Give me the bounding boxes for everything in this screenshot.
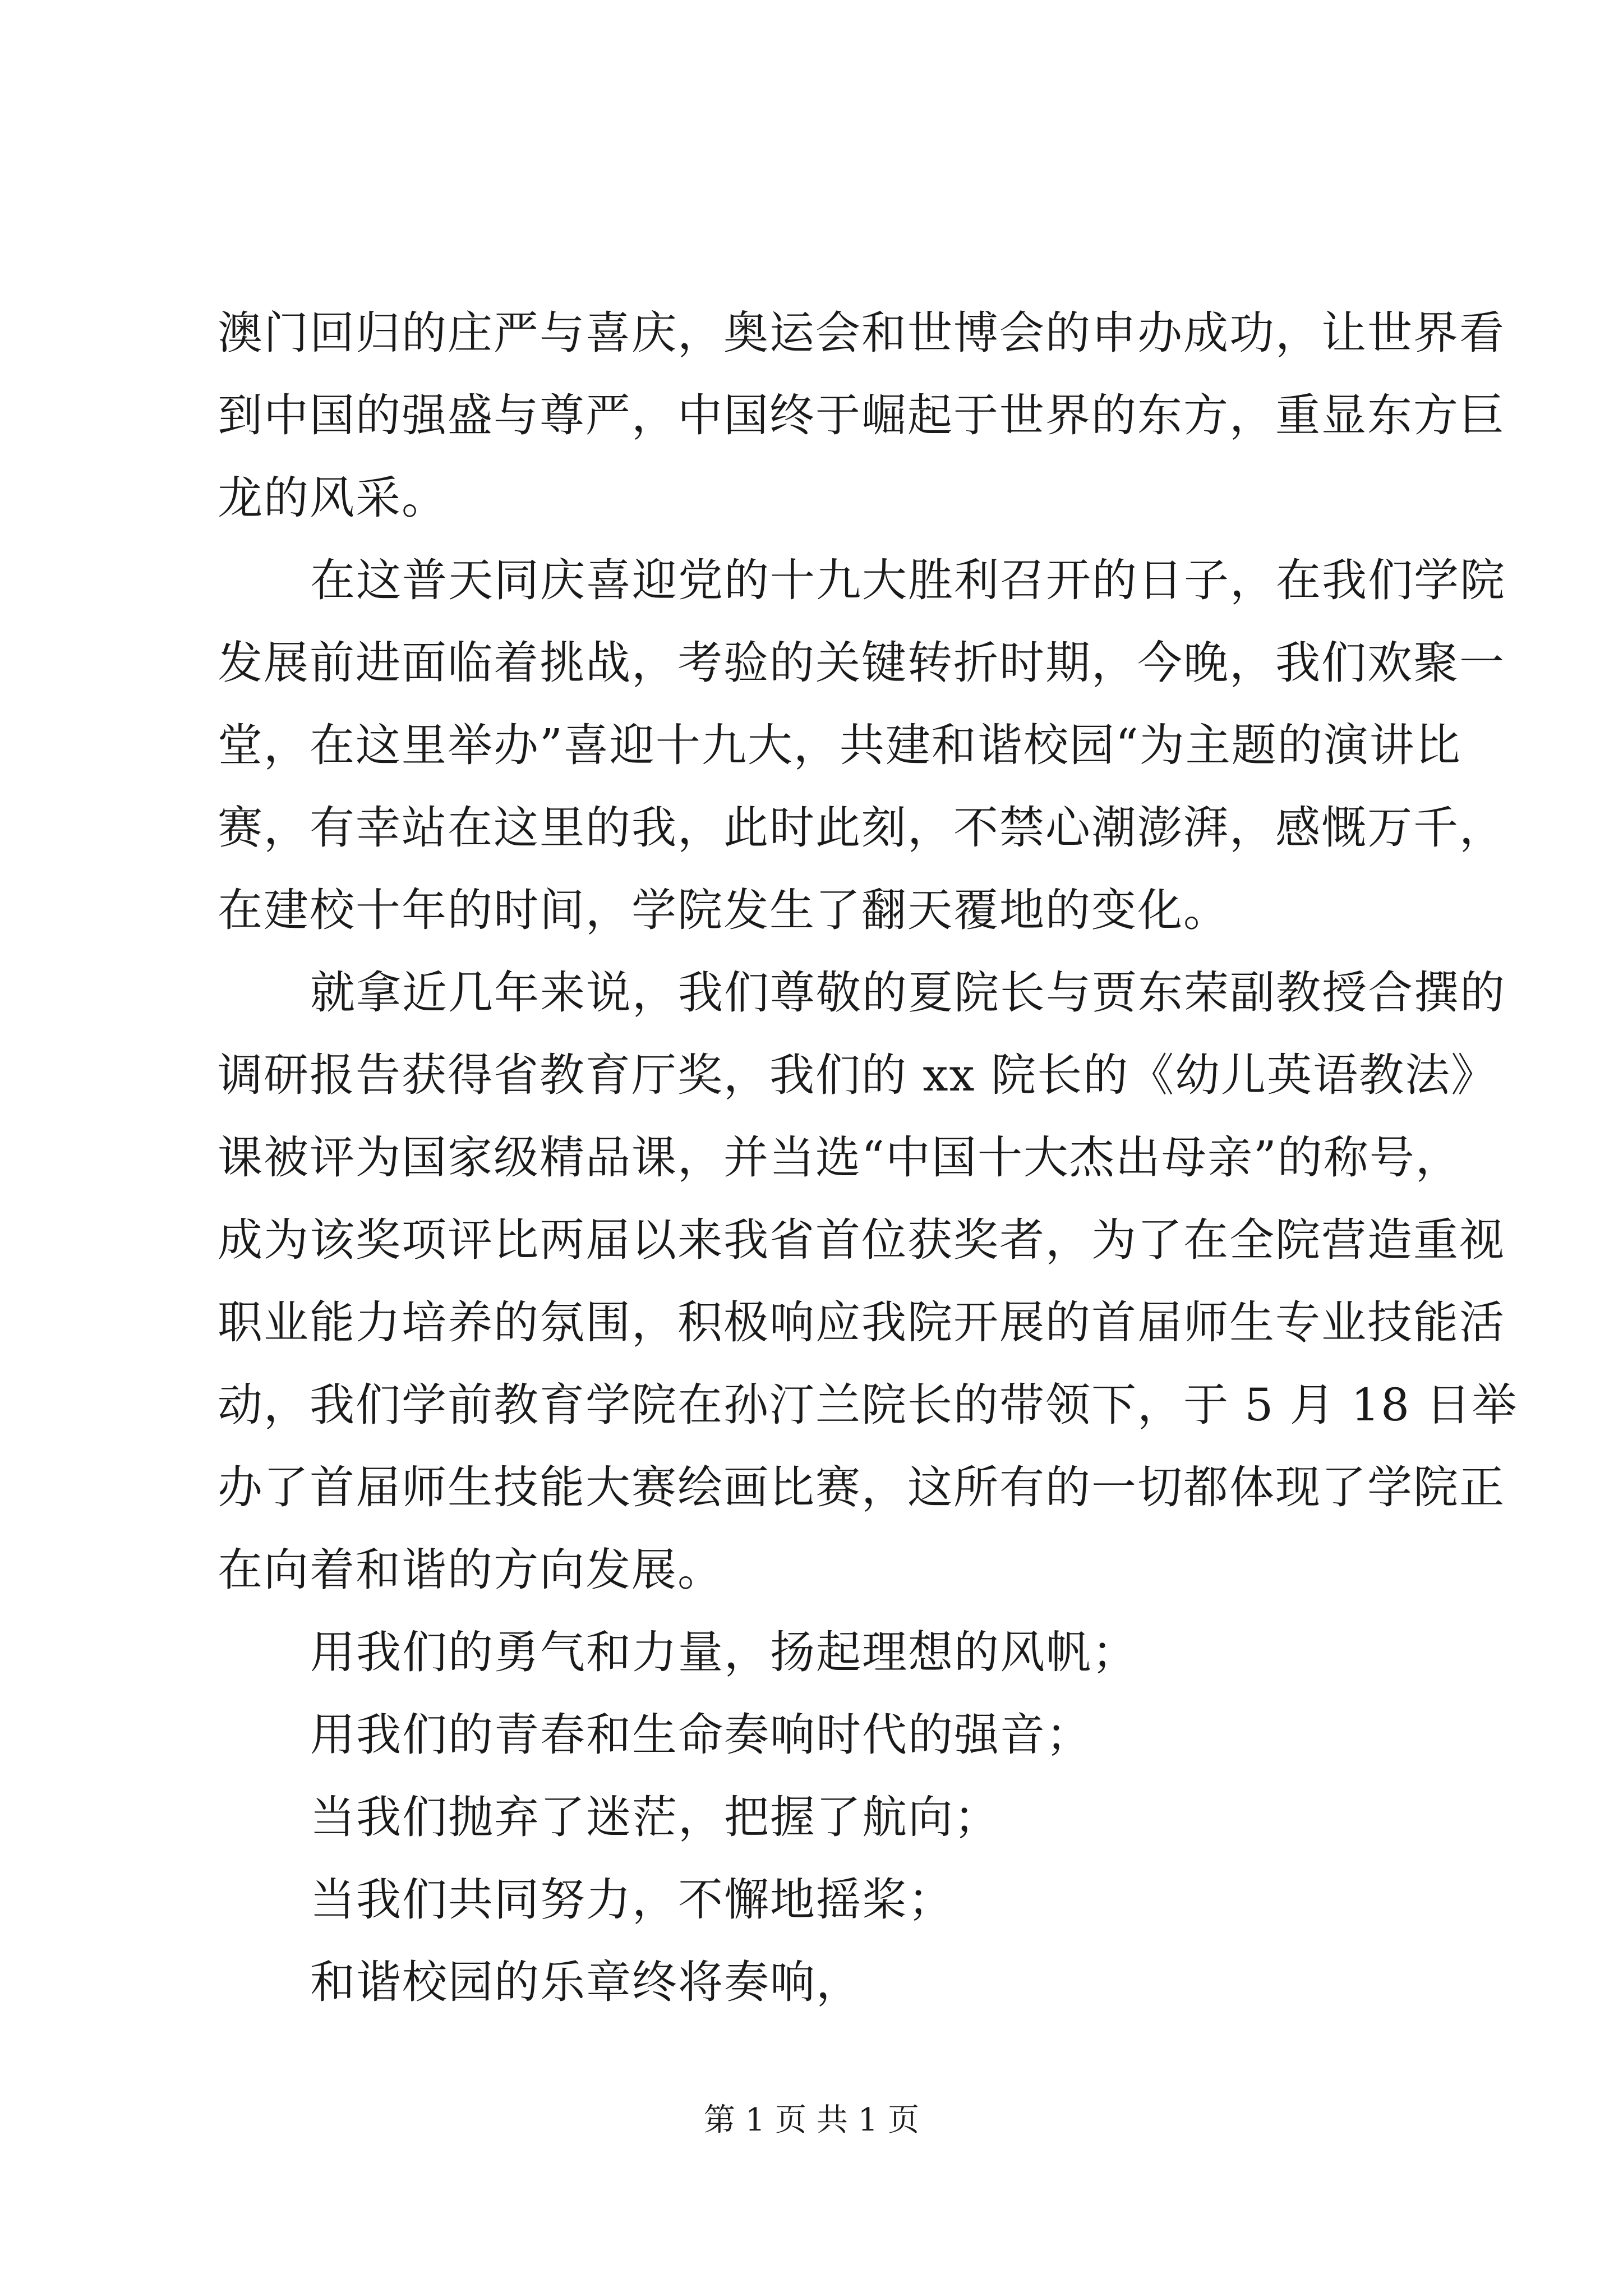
text-line: 堂，在这里举办”喜迎十九大，共建和谐校园“为主题的演讲比 (218, 719, 1461, 771)
text-line: 用我们的勇气和力量，扬起理想的风帆； (310, 1626, 1138, 1678)
text-line: 在建校十年的时间，学院发生了翻天覆地的变化。 (218, 884, 1229, 936)
text-line: 就拿近几年来说，我们尊敬的夏院长与贾东荣副教授合撰的 (310, 967, 1506, 1019)
text-line: 在向着和谐的方向发展。 (218, 1544, 723, 1596)
text-line: 调研报告获得省教育厅奖，我们的 xx 院长的《幼儿英语教法》 (218, 1049, 1497, 1101)
text-line: 发展前进面临着挑战，考验的关键转折时期，今晚，我们欢聚一 (218, 637, 1505, 689)
text-line: 当我们抛弃了迷茫，把握了航向； (310, 1791, 1000, 1843)
text-line: 在这普天同庆喜迎党的十九大胜利召开的日子，在我们学院 (310, 554, 1506, 606)
text-line: 课被评为国家级精品课，并当选“中国十大杰出母亲”的称号， (218, 1131, 1461, 1184)
text-line: 动，我们学前教育学院在孙汀兰院长的带领下，于 5 月 18 日举 (218, 1379, 1518, 1431)
document-body (218, 292, 1518, 2023)
text-line: 到中国的强盛与尊严，中国终于崛起于世界的东方，重显东方巨 (218, 389, 1505, 441)
text-line: 当我们共同努力，不懈地摇桨； (310, 1874, 954, 1926)
text-line: 澳门回归的庄严与喜庆，奥运会和世博会的申办成功，让世界看 (218, 307, 1505, 359)
text-line: 龙的风采。 (218, 472, 448, 524)
text-line: 成为该奖项评比两届以来我省首位获奖者，为了在全院营造重视 (218, 1214, 1505, 1266)
text-line: 职业能力培养的氛围，积极响应我院开展的首届师生专业技能活 (218, 1296, 1505, 1349)
text-line: 和谐校园的乐章终将奏响， (310, 1956, 862, 2008)
text-line: 赛，有幸站在这里的我，此时此刻，不禁心潮澎湃，感慨万千， (218, 802, 1505, 854)
text-line: 用我们的青春和生命奏响时代的强音； (310, 1709, 1092, 1761)
page-footer: 第 1 页 共 1 页 (703, 2102, 920, 2138)
text-line: 办了首届师生技能大赛绘画比赛，这所有的一切都体现了学院正 (218, 1461, 1505, 1513)
